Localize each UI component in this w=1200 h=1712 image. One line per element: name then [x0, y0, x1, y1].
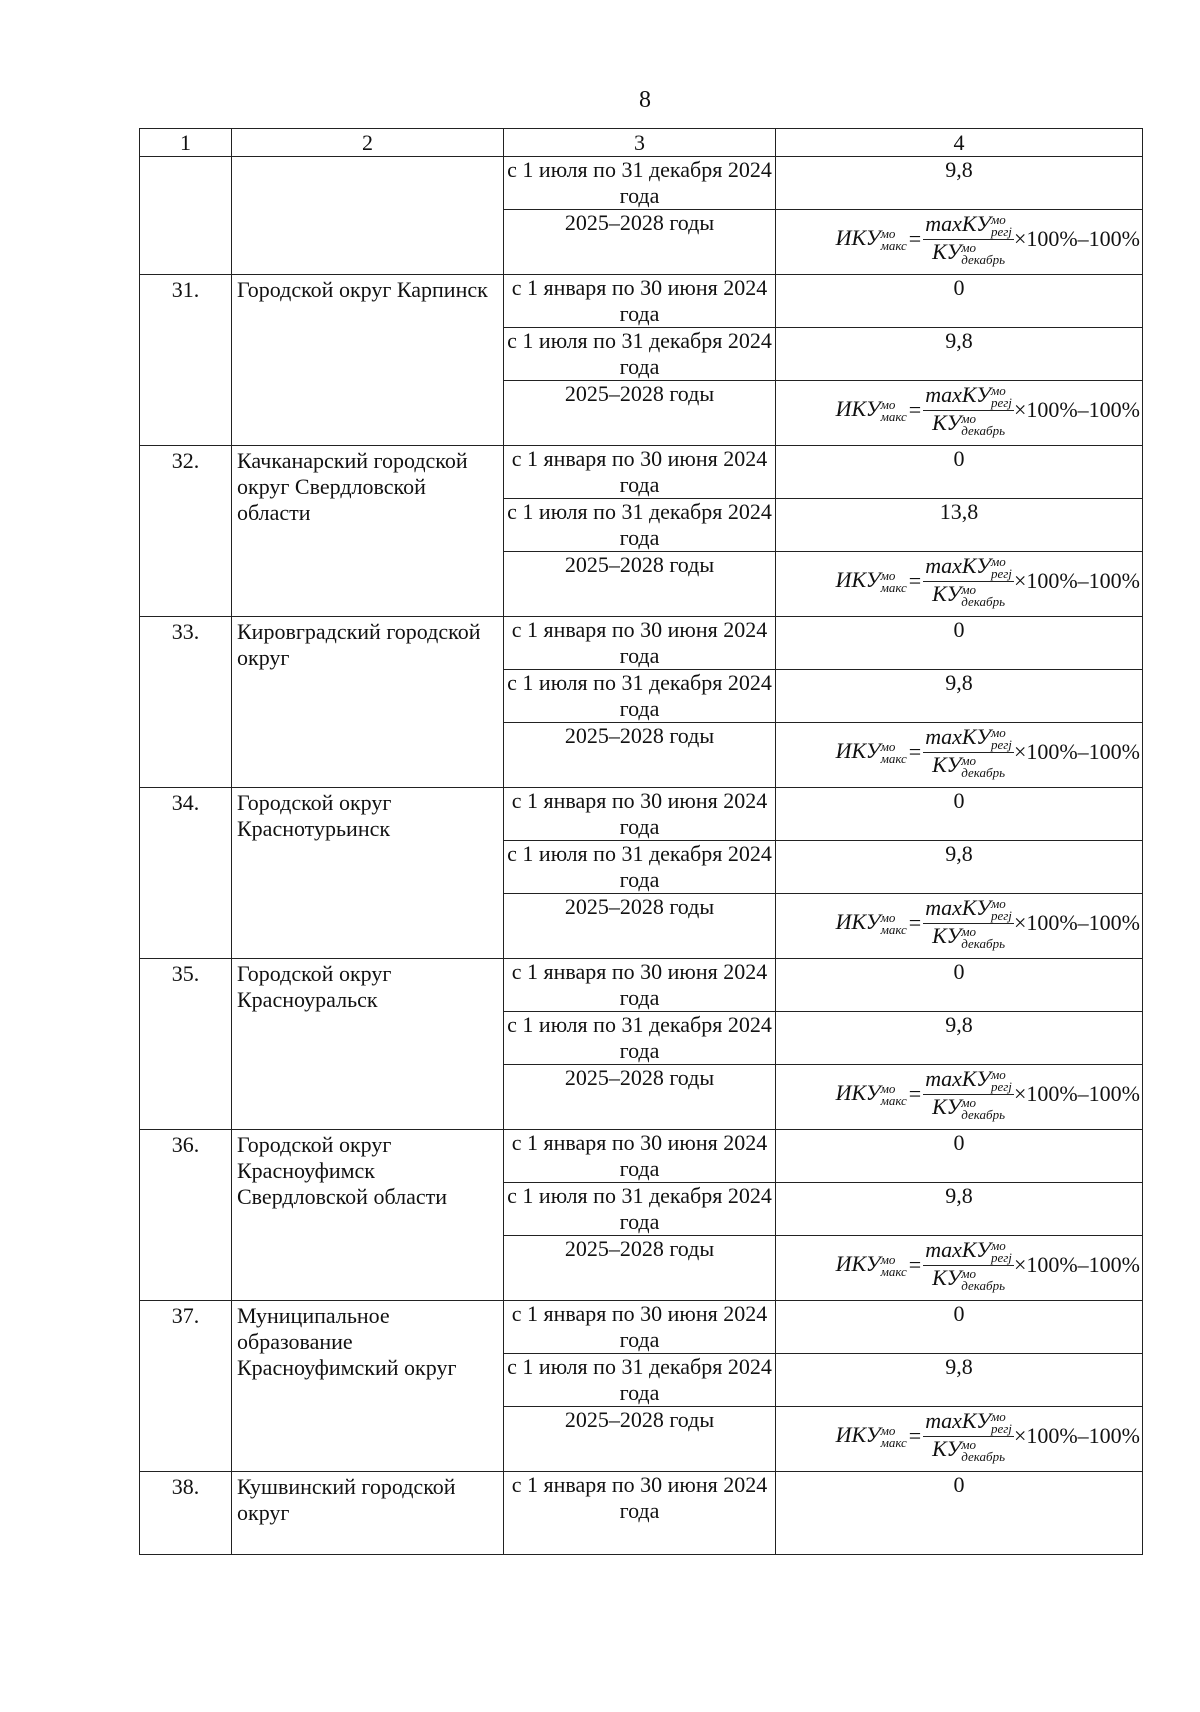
formula-lhs-indices	[881, 1425, 907, 1448]
period-cell	[504, 499, 776, 552]
table-row	[140, 1472, 1143, 1555]
period-cell	[504, 617, 776, 670]
entry-number: 37.	[171, 1303, 200, 1328]
period-text: с 1 января по 30 июня 2024 года	[511, 959, 768, 1010]
formula-den-sup: мо	[961, 1094, 977, 1110]
formula-equals: =	[908, 910, 922, 936]
formula-num-indices	[991, 1069, 1012, 1092]
period-cell	[504, 841, 776, 894]
formula-equals: =	[908, 1081, 922, 1107]
formula-lhs-sup: мо	[880, 568, 896, 584]
formula-num-sup: мо	[990, 383, 1006, 399]
formula-numerator	[923, 384, 1014, 411]
formula-lhs-sub: макс	[880, 1434, 907, 1450]
value-cell	[776, 670, 1143, 723]
formula-lhs-sup: мо	[880, 1252, 896, 1268]
value-text: 9,8	[945, 1012, 973, 1037]
formula-den-sup: мо	[961, 752, 977, 768]
value-text: 9,8	[945, 328, 973, 353]
formula-fraction	[923, 1068, 1014, 1120]
period-text: 2025–2028 годы	[564, 552, 715, 577]
formula-lhs	[835, 1079, 907, 1108]
formula-den-main: КУ	[932, 1093, 962, 1119]
formula-den-main: КУ	[932, 238, 962, 264]
formula-equals: =	[908, 1252, 922, 1278]
formula-ikumax	[776, 897, 1142, 949]
formula-numerator	[923, 1410, 1014, 1437]
value-cell	[776, 328, 1143, 381]
formula-lhs-sub: макс	[880, 921, 907, 937]
formula-num-sub: регj	[990, 1078, 1012, 1094]
period-cell	[504, 1301, 776, 1354]
formula-denominator	[923, 240, 1014, 266]
name-cell	[232, 446, 504, 617]
formula-den-main: КУ	[932, 1264, 962, 1290]
formula-den-sup: мо	[961, 1436, 977, 1452]
number-cell	[140, 1301, 232, 1472]
formula-lhs	[835, 737, 907, 766]
value-text: 9,8	[945, 1183, 973, 1208]
formula-equals: =	[908, 397, 922, 423]
formula-fraction	[923, 1410, 1014, 1462]
period-text: с 1 января по 30 июня 2024 года	[511, 1130, 768, 1181]
value-text: 0	[953, 959, 965, 984]
formula-equals: =	[908, 568, 922, 594]
value-text: 0	[953, 1472, 965, 1497]
formula-num-sup: мо	[990, 725, 1006, 741]
formula-lhs-sub: макс	[880, 1092, 907, 1108]
formula-lhs-main: ИКУ	[835, 566, 881, 592]
period-text: 2025–2028 годы	[564, 210, 715, 235]
formula-equals: =	[908, 226, 922, 252]
formula-den-sub: декабрь	[961, 1448, 1005, 1464]
formula-num-main: maxКУ	[925, 382, 991, 407]
period-cell	[504, 1472, 776, 1555]
formula-num-sub: регj	[990, 1420, 1012, 1436]
formula-lhs-sub: макс	[880, 1263, 907, 1279]
period-cell	[504, 1354, 776, 1407]
period-text: с 1 июля по 31 декабря 2024 года	[507, 841, 772, 892]
value-text: 0	[953, 617, 965, 642]
value-cell	[776, 210, 1143, 275]
formula-ikumax	[776, 1410, 1142, 1462]
formula-num-sub: регj	[990, 223, 1012, 239]
formula-lhs	[835, 1250, 907, 1279]
formula-denominator	[923, 582, 1014, 608]
formula-lhs-sub: макс	[880, 579, 907, 595]
formula-tail: ×100%–100%	[1013, 226, 1140, 252]
name-cell	[232, 1472, 504, 1555]
period-text: с 1 января по 30 июня 2024 года	[511, 1301, 768, 1352]
number-cell	[140, 1472, 232, 1555]
value-text: 0	[953, 275, 965, 300]
period-text: 2025–2028 годы	[564, 1236, 715, 1261]
value-text: 9,8	[945, 841, 973, 866]
entry-number: 31.	[171, 277, 200, 302]
formula-lhs	[835, 395, 907, 424]
period-text: 2025–2028 годы	[564, 1065, 715, 1090]
period-text: с 1 июля по 31 декабря 2024 года	[507, 1183, 772, 1234]
table-row	[140, 1130, 1143, 1183]
value-cell	[776, 275, 1143, 328]
value-text: 0	[953, 788, 965, 813]
period-text: с 1 июля по 31 декабря 2024 года	[507, 499, 772, 550]
formula-num-indices	[991, 727, 1012, 750]
name-cell	[232, 959, 504, 1130]
formula-num-indices	[991, 556, 1012, 579]
formula-den-sub: декабрь	[961, 422, 1005, 438]
period-cell	[504, 670, 776, 723]
page-number: 8	[639, 87, 651, 113]
period-cell	[504, 788, 776, 841]
formula-denominator	[923, 1437, 1014, 1463]
period-cell	[504, 328, 776, 381]
value-cell	[776, 1012, 1143, 1065]
formula-lhs-sup: мо	[880, 1423, 896, 1439]
formula-den-sub: декабрь	[961, 1277, 1005, 1293]
formula-denominator	[923, 1095, 1014, 1121]
formula-num-indices	[991, 1240, 1012, 1263]
formula-numerator	[923, 555, 1014, 582]
formula-den-indices	[961, 1265, 1005, 1293]
table-row	[140, 788, 1143, 841]
period-cell	[504, 210, 776, 275]
formula-lhs	[835, 566, 907, 595]
period-text: с 1 января по 30 июня 2024 года	[511, 1472, 768, 1523]
entry-number: 34.	[171, 790, 200, 815]
formula-fraction	[923, 213, 1014, 265]
formula-num-indices	[991, 385, 1012, 408]
entry-number: 36.	[171, 1132, 200, 1157]
formula-lhs-main: ИКУ	[835, 395, 881, 421]
formula-num-main: maxКУ	[925, 895, 991, 920]
formula-fraction	[923, 555, 1014, 607]
formula-tail: ×100%–100%	[1013, 397, 1140, 423]
formula-lhs	[835, 1421, 907, 1450]
formula-num-indices	[991, 898, 1012, 921]
formula-lhs-main: ИКУ	[835, 1079, 881, 1105]
value-cell	[776, 381, 1143, 446]
formula-ikumax	[776, 213, 1142, 265]
formula-den-sub: декабрь	[961, 935, 1005, 951]
formula-num-sup: мо	[990, 1067, 1006, 1083]
period-text: с 1 января по 30 июня 2024 года	[511, 617, 768, 668]
period-text: 2025–2028 годы	[564, 894, 715, 919]
formula-lhs-indices	[881, 1083, 907, 1106]
formula-lhs-sub: макс	[880, 237, 907, 253]
value-cell	[776, 1472, 1143, 1555]
formula-num-sup: мо	[990, 212, 1006, 228]
value-cell	[776, 1301, 1143, 1354]
value-cell	[776, 1354, 1143, 1407]
formula-lhs-indices	[881, 570, 907, 593]
formula-lhs-main: ИКУ	[835, 224, 881, 250]
period-text: с 1 января по 30 июня 2024 года	[511, 788, 768, 839]
formula-lhs-main: ИКУ	[835, 737, 881, 763]
table-row	[140, 1301, 1143, 1354]
value-cell	[776, 894, 1143, 959]
formula-ikumax	[776, 726, 1142, 778]
formula-tail: ×100%–100%	[1013, 739, 1140, 765]
formula-fraction	[923, 384, 1014, 436]
formula-num-main: maxКУ	[925, 211, 991, 236]
name-cell	[232, 1130, 504, 1301]
table-row	[140, 275, 1143, 328]
period-cell	[504, 959, 776, 1012]
formula-lhs-sup: мо	[880, 226, 896, 242]
formula-num-main: maxКУ	[925, 1237, 991, 1262]
entry-name: Кировградский городской округ	[237, 619, 481, 670]
formula-lhs-main: ИКУ	[835, 1421, 881, 1447]
value-text: 9,8	[945, 157, 973, 182]
formula-num-indices	[991, 1411, 1012, 1434]
formula-den-sup: мо	[961, 923, 977, 939]
formula-numerator	[923, 213, 1014, 240]
header-cell-1: 1	[140, 129, 232, 157]
table-row	[140, 959, 1143, 1012]
header-cell-2: 2	[232, 129, 504, 157]
period-text: 2025–2028 годы	[564, 1407, 715, 1432]
value-cell	[776, 959, 1143, 1012]
entry-number: 35.	[171, 961, 200, 986]
formula-den-indices	[961, 581, 1005, 609]
period-text: 2025–2028 годы	[564, 723, 715, 748]
value-text: 9,8	[945, 670, 973, 695]
number-cell	[140, 617, 232, 788]
tariff-table	[139, 128, 1143, 1555]
formula-den-sup: мо	[961, 239, 977, 255]
formula-num-sup: мо	[990, 1238, 1006, 1254]
formula-den-sup: мо	[961, 410, 977, 426]
formula-den-main: КУ	[932, 1435, 962, 1461]
formula-den-sub: декабрь	[961, 1106, 1005, 1122]
formula-num-sub: регj	[990, 394, 1012, 410]
value-text: 13,8	[939, 499, 979, 524]
value-text: 0	[953, 1301, 965, 1326]
period-cell	[504, 275, 776, 328]
formula-ikumax	[776, 555, 1142, 607]
table-row	[140, 446, 1143, 499]
value-cell	[776, 1065, 1143, 1130]
name-cell	[232, 617, 504, 788]
formula-lhs-indices	[881, 741, 907, 764]
formula-tail: ×100%–100%	[1013, 1252, 1140, 1278]
formula-den-indices	[961, 239, 1005, 267]
formula-den-indices	[961, 410, 1005, 438]
name-cell	[232, 157, 504, 275]
value-cell	[776, 446, 1143, 499]
period-cell	[504, 1012, 776, 1065]
value-cell	[776, 841, 1143, 894]
formula-den-sup: мо	[961, 1265, 977, 1281]
period-cell	[504, 1407, 776, 1472]
formula-lhs-sub: макс	[880, 750, 907, 766]
formula-lhs	[835, 908, 907, 937]
formula-num-sup: мо	[990, 1409, 1006, 1425]
formula-lhs-sup: мо	[880, 739, 896, 755]
period-text: с 1 июля по 31 декабря 2024 года	[507, 328, 772, 379]
period-text: с 1 июля по 31 декабря 2024 года	[507, 1354, 772, 1405]
period-cell	[504, 723, 776, 788]
table-row	[140, 157, 1143, 210]
period-cell	[504, 157, 776, 210]
entry-number: 38.	[171, 1474, 200, 1499]
formula-lhs-indices	[881, 399, 907, 422]
formula-den-main: КУ	[932, 580, 962, 606]
formula-fraction	[923, 897, 1014, 949]
table-row	[140, 617, 1143, 670]
formula-ikumax	[776, 1239, 1142, 1291]
value-cell	[776, 1130, 1143, 1183]
period-text: с 1 июля по 31 декабря 2024 года	[507, 157, 772, 208]
formula-num-sub: регj	[990, 565, 1012, 581]
formula-numerator	[923, 1068, 1014, 1095]
number-cell	[140, 1130, 232, 1301]
name-cell	[232, 275, 504, 446]
formula-fraction	[923, 1239, 1014, 1291]
period-text: с 1 июля по 31 декабря 2024 года	[507, 670, 772, 721]
period-cell	[504, 894, 776, 959]
entry-name: Качканарский городской округ Свердловской области	[237, 448, 468, 525]
formula-lhs	[835, 224, 907, 253]
value-cell	[776, 617, 1143, 670]
formula-den-indices	[961, 1436, 1005, 1464]
name-cell	[232, 1301, 504, 1472]
formula-tail: ×100%–100%	[1013, 1081, 1140, 1107]
formula-lhs-indices	[881, 1254, 907, 1277]
formula-numerator	[923, 897, 1014, 924]
formula-lhs-main: ИКУ	[835, 1250, 881, 1276]
formula-den-indices	[961, 923, 1005, 951]
name-cell	[232, 788, 504, 959]
formula-lhs-indices	[881, 228, 907, 251]
formula-num-indices	[991, 214, 1012, 237]
period-cell	[504, 446, 776, 499]
formula-num-main: maxКУ	[925, 1408, 991, 1433]
entry-name: Муниципальное образование Красноуфимский округ	[237, 1303, 457, 1380]
formula-fraction	[923, 726, 1014, 778]
formula-num-main: maxКУ	[925, 724, 991, 749]
formula-den-sub: декабрь	[961, 251, 1005, 267]
formula-num-sup: мо	[990, 896, 1006, 912]
formula-ikumax	[776, 384, 1142, 436]
formula-num-main: maxКУ	[925, 1066, 991, 1091]
formula-lhs-indices	[881, 912, 907, 935]
entry-name: Городской округ Красноуральск	[237, 961, 392, 1012]
formula-denominator	[923, 1266, 1014, 1292]
entry-number: 33.	[171, 619, 200, 644]
formula-num-sub: регj	[990, 736, 1012, 752]
number-cell	[140, 275, 232, 446]
value-cell	[776, 723, 1143, 788]
period-text: 2025–2028 годы	[564, 381, 715, 406]
period-cell	[504, 1236, 776, 1301]
value-cell	[776, 1183, 1143, 1236]
value-cell	[776, 1407, 1143, 1472]
formula-equals: =	[908, 739, 922, 765]
value-text: 0	[953, 446, 965, 471]
formula-den-main: КУ	[932, 409, 962, 435]
number-cell	[140, 959, 232, 1130]
value-cell	[776, 552, 1143, 617]
period-text: с 1 января по 30 июня 2024 года	[511, 275, 768, 326]
entry-number: 32.	[171, 448, 200, 473]
number-cell	[140, 157, 232, 275]
formula-num-sub: регj	[990, 1249, 1012, 1265]
formula-den-sub: декабрь	[961, 593, 1005, 609]
formula-den-indices	[961, 752, 1005, 780]
value-text: 0	[953, 1130, 965, 1155]
number-cell	[140, 788, 232, 959]
formula-lhs-sup: мо	[880, 1081, 896, 1097]
value-cell	[776, 157, 1143, 210]
period-cell	[504, 552, 776, 617]
header-cell-4: 4	[776, 129, 1143, 157]
formula-denominator	[923, 411, 1014, 437]
formula-equals: =	[908, 1423, 922, 1449]
formula-den-sub: декабрь	[961, 764, 1005, 780]
entry-name: Городской округ Карпинск	[237, 277, 488, 302]
value-cell	[776, 1236, 1143, 1301]
entry-name: Городской округ Краснотурьинск	[237, 790, 392, 841]
period-cell	[504, 1130, 776, 1183]
formula-lhs-sup: мо	[880, 397, 896, 413]
formula-tail: ×100%–100%	[1013, 910, 1140, 936]
formula-num-sup: мо	[990, 554, 1006, 570]
entry-name: Городской округ Красноуфимск Свердловской области	[237, 1132, 447, 1209]
formula-tail: ×100%–100%	[1013, 568, 1140, 594]
formula-numerator	[923, 1239, 1014, 1266]
formula-den-indices	[961, 1094, 1005, 1122]
value-text: 9,8	[945, 1354, 973, 1379]
period-cell	[504, 1183, 776, 1236]
formula-denominator	[923, 924, 1014, 950]
period-text: с 1 июля по 31 декабря 2024 года	[507, 1012, 772, 1063]
formula-ikumax	[776, 1068, 1142, 1120]
formula-den-sup: мо	[961, 581, 977, 597]
entry-name: Кушвинский городской округ	[237, 1474, 456, 1525]
formula-lhs-sub: макс	[880, 408, 907, 424]
period-text: с 1 января по 30 июня 2024 года	[511, 446, 768, 497]
formula-lhs-main: ИКУ	[835, 908, 881, 934]
value-cell	[776, 788, 1143, 841]
formula-num-sub: регj	[990, 907, 1012, 923]
header-cell-3: 3	[504, 129, 776, 157]
formula-den-main: КУ	[932, 751, 962, 777]
formula-tail: ×100%–100%	[1013, 1423, 1140, 1449]
value-cell	[776, 499, 1143, 552]
formula-num-main: maxКУ	[925, 553, 991, 578]
number-cell	[140, 446, 232, 617]
table-header-row	[140, 129, 1143, 157]
period-cell	[504, 1065, 776, 1130]
formula-numerator	[923, 726, 1014, 753]
formula-lhs-sup: мо	[880, 910, 896, 926]
period-cell	[504, 381, 776, 446]
formula-den-main: КУ	[932, 922, 962, 948]
formula-denominator	[923, 753, 1014, 779]
